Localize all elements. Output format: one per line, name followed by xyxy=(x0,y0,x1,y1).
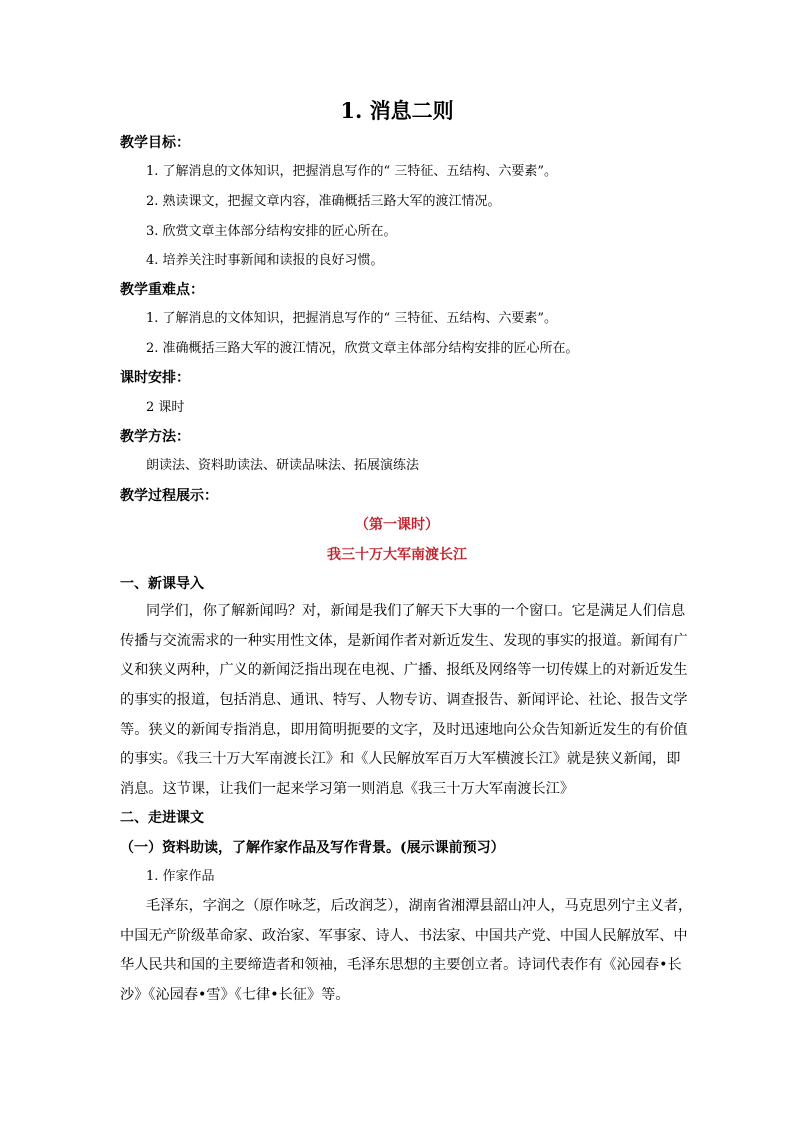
objective-item: 4. 培养关注时事新闻和读报的良好习惯。 xyxy=(146,253,384,268)
subsection-heading: （一）资料助读，了解作家作品及写作背景。(展示课前预习） xyxy=(120,840,505,856)
paragraph-line: 等。狭义的新闻专指消息，即用简明扼要的文字，及时迅速地向公众告知新近发生的有价值 xyxy=(120,721,688,738)
difficulty-item: 1. 了解消息的文体知识，把握消息写作的“ 三特征、五结构、六要素”。 xyxy=(146,311,557,326)
objective-item: 2. 熟读课文，把握文章内容，准确概括三路大军的渡江情况。 xyxy=(146,194,501,209)
section-intro-heading: 一、新课导入 xyxy=(120,576,204,592)
author-works-label: 1. 作家作品 xyxy=(146,869,215,884)
paragraph-line: 的事实。《我三十万大军南渡长江》和《人民解放军百万大军横渡长江》就是狭义新闻，即 xyxy=(120,751,681,768)
paragraph-line: 消息。这节课，让我们一起来学习第一则消息《我三十万大军南渡长江》 xyxy=(120,781,575,798)
methods-heading: 教学方法： xyxy=(120,429,190,445)
paragraph-line: 华人民共和国的主要缔造者和领袖，毛泽东思想的主要创立者。诗词代表作有《沁园春•长 xyxy=(120,957,682,974)
difficulties-heading: 教学重难点： xyxy=(120,282,204,298)
paragraph-line: 毛泽东，字润之（原作咏芝，后改润芝），湖南省湘潭县韶山冲人，马克思列宁主义者， xyxy=(146,898,693,914)
objective-item: 1. 了解消息的文体知识，把握消息写作的“ 三特征、五结构、六要素”。 xyxy=(146,164,557,179)
section-text-heading: 二、走进课文 xyxy=(120,810,204,826)
methods-value: 朗读法、资料助读法、研读品味法、拓展演练法 xyxy=(146,458,420,473)
lesson-label: （第一课时） xyxy=(355,517,439,533)
schedule-heading: 课时安排： xyxy=(120,370,190,386)
page-title: 1. 消息二则 xyxy=(340,98,454,123)
intro-paragraph xyxy=(120,597,688,805)
paragraph-line: 义和狭义两种，广义的新闻泛指出现在电视、广播、报纸及网络等一切传媒上的对新近发生 xyxy=(120,662,688,679)
lesson-title: 我三十万大军南渡长江 xyxy=(327,547,467,563)
objective-item: 3. 欣赏文章主体部分结构安排的匠心所在。 xyxy=(146,224,397,239)
schedule-value: 2 课时 xyxy=(146,400,185,415)
paragraph-line: 中国无产阶级革命家、政治家、军事家、诗人、书法家、中国共产党、中国人民解放军、中 xyxy=(120,927,688,944)
paragraph-line: 同学们，你了解新闻吗？对，新闻是我们了解天下大事的一个窗口。它是满足人们信息 xyxy=(146,603,686,619)
author-paragraph xyxy=(120,892,693,1011)
process-heading: 教学过程展示： xyxy=(120,488,218,504)
paragraph-line: 沙》《沁园春•雪》《七律•长征》等。 xyxy=(120,987,350,1004)
paragraph-line: 传播与交流需求的一种实用性文体，是新闻作者对新近发生、发现的事实的报道。新闻有广 xyxy=(120,632,688,649)
difficulty-item: 2. 准确概括三路大军的渡江情况，欣赏文章主体部分结构安排的匠心所在。 xyxy=(146,341,579,356)
objectives-heading: 教学目标： xyxy=(120,135,190,151)
paragraph-line: 的事实的报道，包括消息、通讯、特写、人物专访、调查报告、新闻评论、社论、报告文学 xyxy=(120,692,688,709)
